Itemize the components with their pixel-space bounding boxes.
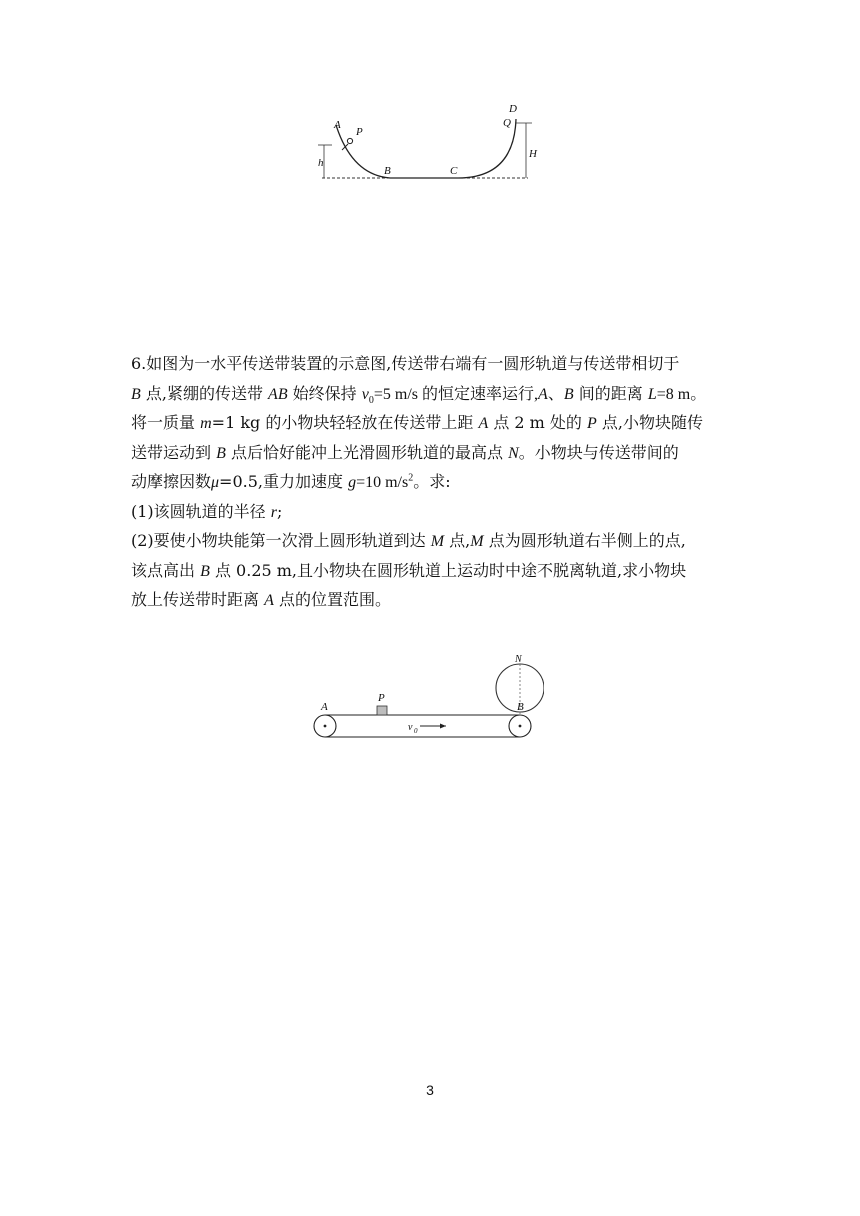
question-2-line-1: [131, 526, 771, 556]
label-Q: Q: [503, 117, 511, 129]
question-1: [131, 497, 771, 527]
text: 点,小物块随传: [596, 413, 703, 432]
var-P: P: [587, 415, 597, 432]
question-2-line-3: [131, 585, 771, 615]
problem-line-4: [131, 438, 771, 468]
text: 将一质量: [131, 413, 201, 432]
label-v: v: [408, 722, 413, 733]
problem-line-3: [131, 408, 771, 438]
var-g: g: [348, 474, 357, 491]
conveyor-figure: [308, 650, 544, 746]
label-P: P: [356, 126, 363, 138]
text: 点,: [444, 531, 471, 550]
text: (2)要使小物块能第一次滑上圆形轨道到达: [131, 531, 431, 550]
var-r: r: [270, 503, 277, 521]
var-mu: μ: [211, 474, 220, 491]
question-2-line-2: [131, 556, 771, 586]
pulley-left-axle: [324, 725, 327, 728]
track-diagram: [310, 95, 550, 190]
label-h: h: [318, 157, 324, 169]
var-L: L: [647, 385, 657, 403]
text: 点 0.25 m,且小物块在圆形轨道上运动时中途不脱离轨道,求小物块: [209, 560, 687, 580]
var-N: N: [508, 444, 519, 462]
var-M: M: [470, 533, 484, 550]
page-number: 3: [426, 1082, 434, 1098]
pulley-right-axle: [519, 725, 522, 728]
var-B: B: [200, 562, 210, 580]
label-H: H: [529, 148, 537, 160]
text: 始终保持: [287, 383, 362, 403]
var-m: m: [200, 415, 212, 432]
var-B: B: [563, 385, 574, 403]
text: 点 2 m 处的: [488, 413, 588, 432]
var-M: M: [430, 533, 445, 550]
text: =0.5,重力加速度: [219, 472, 349, 491]
text: =5 m/s 的恒定速率运行,: [373, 385, 539, 403]
var-A: A: [264, 592, 274, 609]
problem-line-2: [131, 379, 771, 409]
problem-text-1: 如图为一水平传送带装置的示意图,传送带右端有一圆形轨道与传送带相切于: [146, 354, 680, 373]
text: 点后恰好能冲上光滑圆形轨道的最高点: [225, 442, 509, 462]
label-P: P: [378, 692, 385, 704]
var-B: B: [131, 385, 141, 403]
velocity-arrowhead: [440, 724, 446, 729]
text: 。求:: [413, 472, 451, 491]
var-A: A: [478, 415, 489, 432]
text: =10 m/s: [356, 474, 409, 491]
var-AB: AB: [268, 385, 288, 403]
subscript-0: 0: [368, 394, 374, 406]
text: =1 kg 的小物块轻轻放在传送带上距: [211, 413, 479, 432]
text: 。小物块与传送带间的: [518, 442, 679, 462]
var-B: B: [216, 444, 226, 462]
text: (1)该圆轨道的半径: [131, 501, 271, 521]
text: 点,紧绷的传送带: [140, 383, 269, 403]
block-p: [377, 706, 387, 715]
text: 间的距离: [573, 383, 648, 403]
text: 放上传送带时距离: [131, 590, 265, 609]
problem-number: 6.: [131, 354, 147, 373]
label-B: B: [517, 701, 524, 713]
text: 送带运动到: [131, 442, 217, 462]
label-A: A: [334, 119, 341, 131]
label-A: A: [321, 701, 328, 713]
label-N: N: [515, 654, 522, 665]
text: 、: [547, 383, 564, 403]
text: ;: [277, 501, 283, 521]
text: =8 m。: [656, 385, 707, 403]
var-A: A: [538, 385, 548, 403]
track-figure: [310, 95, 550, 190]
text: 动摩擦因数: [131, 472, 212, 491]
label-v-subscript: 0: [414, 727, 418, 735]
problem-line-1: [131, 349, 771, 379]
label-C: C: [450, 165, 458, 177]
label-B: B: [384, 165, 391, 177]
superscript-2: 2: [408, 472, 414, 484]
left-curve: [336, 125, 390, 178]
text: 该点高出: [131, 560, 201, 580]
ball-p: [347, 138, 352, 143]
label-D: D: [509, 103, 517, 115]
problem-line-5: [131, 467, 771, 497]
conveyor-diagram: [308, 650, 544, 746]
problem-6: [131, 349, 771, 615]
text: 点为圆形轨道右半侧上的点,: [483, 531, 686, 550]
var-v: v: [361, 385, 369, 403]
text: 点的位置范围。: [273, 590, 391, 609]
